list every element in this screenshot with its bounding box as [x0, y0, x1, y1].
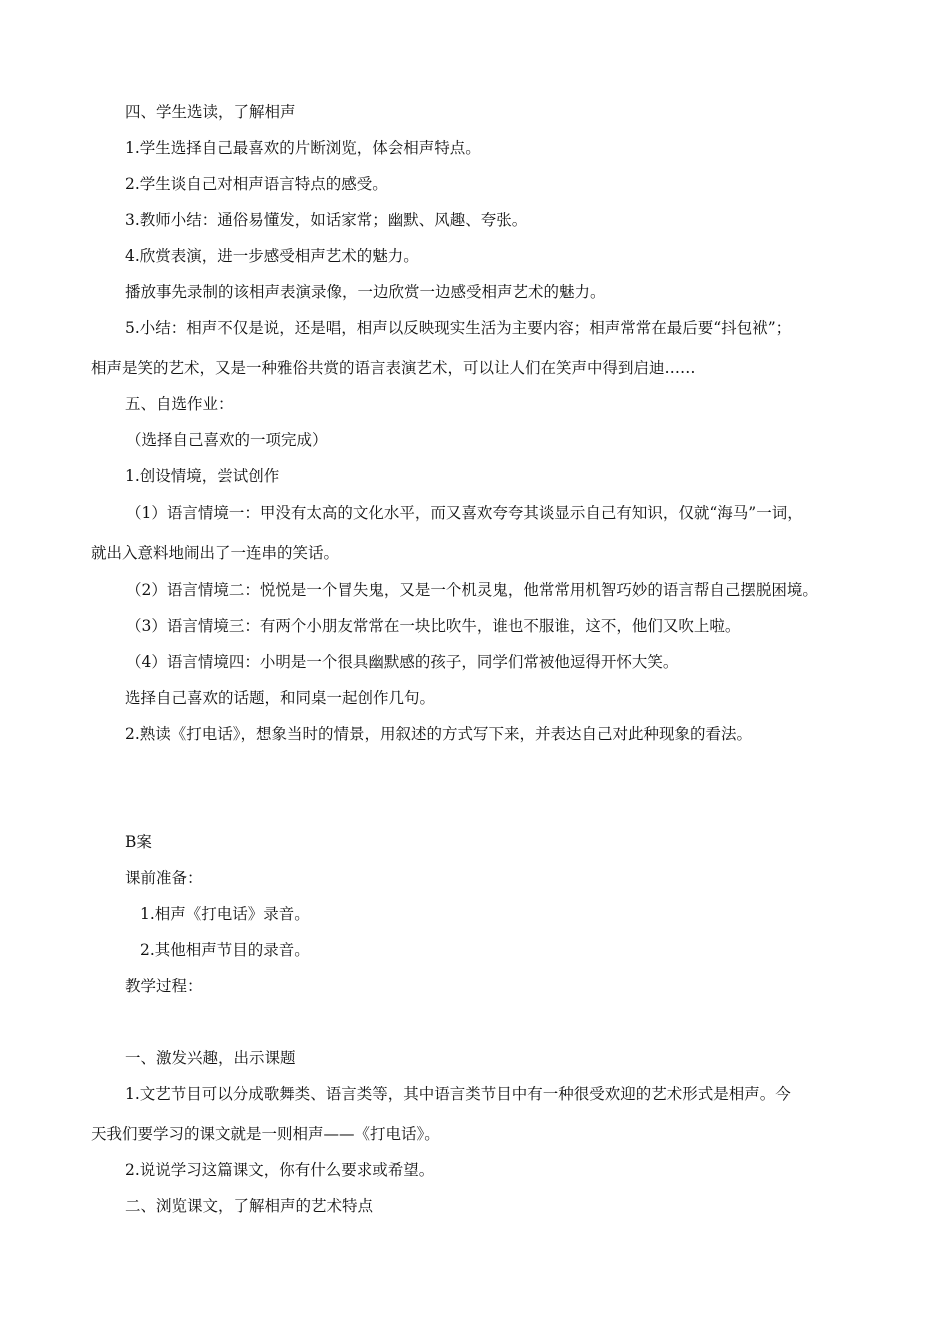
- paragraph: 教学过程：: [125, 977, 203, 995]
- paragraph-continuation: 天我们要学习的课文就是一则相声——《打电话》。: [91, 1125, 440, 1143]
- section-heading: 四、学生选读，了解相声: [125, 103, 296, 121]
- paragraph: 播放事先录制的该相声表演录像，一边欣赏一边感受相声艺术的魅力。: [125, 283, 606, 301]
- section-heading: 二、浏览课文，了解相声的艺术特点: [125, 1197, 374, 1215]
- paragraph: 2.学生谈自己对相声语言特点的感受。: [125, 175, 388, 193]
- paragraph-continuation: 相声是笑的艺术，又是一种雅俗共赏的语言表演艺术，可以让人们在笑声中得到启迪……: [91, 359, 696, 377]
- list-item: 1.相声《打电话》录音。: [140, 905, 310, 923]
- paragraph: 2.熟读《打电话》，想象当时的情景，用叙述的方式写下来，并表达自己对此种现象的看法。: [125, 725, 753, 743]
- list-item: 2.其他相声节目的录音。: [140, 941, 310, 959]
- paragraph: 3.教师小结：通俗易懂发，如话家常；幽默、风趣、夸张。: [125, 211, 528, 229]
- paragraph: （1）语言情境一：甲没有太高的文化水平，而又喜欢夸夸其谈显示自己有知识，仅就“海马”一词，: [126, 504, 803, 522]
- paragraph: 4.欣赏表演，进一步感受相声艺术的魅力。: [125, 247, 419, 265]
- paragraph: 2.说说学习这篇课文，你有什么要求或希望。: [125, 1161, 435, 1179]
- paragraph: 1.学生选择自己最喜欢的片断浏览，体会相声特点。: [125, 139, 481, 157]
- paragraph: （3）语言情境三：有两个小朋友常常在一块比吹牛，谁也不服谁，这不，他们又吹上啦。: [126, 617, 741, 635]
- section-heading: B案: [125, 833, 152, 851]
- section-heading: 一、激发兴趣，出示课题: [125, 1049, 296, 1067]
- paragraph: 5.小结：相声不仅是说，还是唱，相声以反映现实生活为主要内容；相声常常在最后要“抖包袱”；: [125, 319, 792, 337]
- paragraph: （选择自己喜欢的一项完成）: [126, 431, 328, 449]
- paragraph: 1.创设情境，尝试创作: [125, 467, 280, 485]
- paragraph: （4）语言情境四：小明是一个很具幽默感的孩子，同学们常被他逗得开怀大笑。: [126, 653, 679, 671]
- paragraph: 课前准备：: [125, 869, 203, 887]
- paragraph: 选择自己喜欢的话题，和同桌一起创作几句。: [125, 689, 436, 707]
- paragraph: （2）语言情境二：悦悦是一个冒失鬼，又是一个机灵鬼，他常常用机智巧妙的语言帮自己摆脱困境。: [126, 581, 818, 599]
- paragraph-continuation: 就出入意料地闹出了一连串的笑话。: [91, 544, 340, 562]
- section-heading: 五、自选作业：: [125, 395, 234, 413]
- paragraph: 1.文艺节目可以分成歌舞类、语言类等，其中语言类节目中有一种很受欢迎的艺术形式是相声。今: [125, 1085, 791, 1103]
